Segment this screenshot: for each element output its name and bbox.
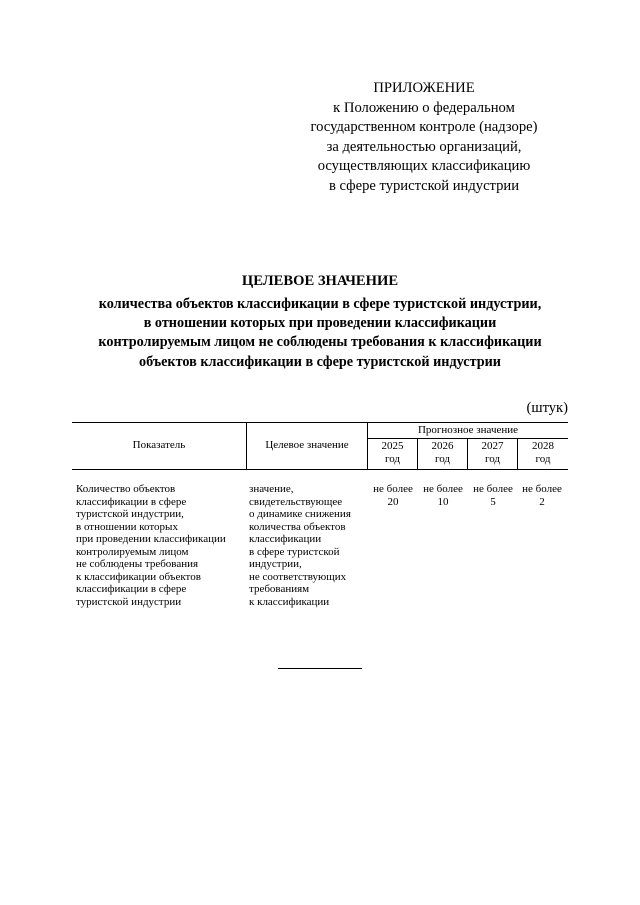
header-year-2025: [368, 440, 417, 465]
indicator-line: Количество объектов: [76, 483, 176, 495]
unit-label: (штук): [526, 400, 568, 416]
indicator-line: к классификации объектов: [76, 570, 201, 583]
heading-subtitle-line: объектов классификации в сфере туристской индустрии: [139, 353, 501, 370]
forecast-value-2025: [368, 483, 418, 508]
header-year-2026: [418, 440, 467, 465]
indicator-line: в отношении которых: [76, 520, 178, 533]
row-target-cell: [249, 483, 351, 608]
target-line: свидетельствующее: [249, 495, 343, 508]
header-year-2027: [468, 440, 517, 465]
target-line: в сфере туристской: [249, 545, 340, 558]
table-header: [72, 422, 568, 470]
closing-separator: [278, 668, 362, 669]
forecast-value-2028: [517, 483, 567, 508]
target-line: классификации: [249, 533, 322, 545]
year-value: 2026: [431, 440, 454, 452]
header-target: Целевое значение: [265, 439, 349, 451]
annex-line: в сфере туристской индустрии: [328, 177, 520, 194]
heading-subtitle: [40, 295, 600, 372]
value-prefix: не более: [373, 483, 413, 495]
indicator-line: контролируемым лицом: [76, 545, 189, 558]
year-value: 2025: [381, 440, 404, 452]
forecast-divider: [367, 438, 568, 439]
heading-subtitle-line: контролируемым лицом не соблюдены требования к классификации: [98, 334, 542, 351]
heading-subtitle-line: количества объектов классификации в сфере туристской индустрии,: [98, 296, 542, 312]
year-label: год: [484, 452, 501, 465]
value-number: 20: [387, 495, 399, 508]
heading-title: ЦЕЛЕВОЕ ЗНАЧЕНИЕ: [241, 273, 399, 289]
year-value: 2027: [481, 440, 504, 452]
target-line: о динамике снижения: [249, 508, 351, 520]
annex-line: к Положению о федеральном: [333, 99, 515, 116]
value-number: 2: [539, 495, 545, 508]
value-prefix: не более: [522, 483, 562, 495]
target-line: требованиям: [249, 583, 310, 595]
target-line: не соответствующих: [249, 570, 347, 583]
target-line: количества объектов: [249, 520, 346, 533]
forecast-value-2026: [418, 483, 468, 508]
year-label: год: [384, 452, 401, 465]
document-heading: [40, 271, 600, 372]
annex-line: осуществляющих классификацию: [317, 158, 531, 175]
value-number: 5: [490, 495, 496, 508]
indicator-line: при проведении классификации: [76, 533, 226, 545]
annex-line: государственном контроле (надзоре): [310, 119, 538, 136]
indicator-line: туристской индустрии,: [76, 508, 184, 520]
target-line: к классификации: [249, 595, 330, 608]
year-value: 2028: [532, 440, 554, 452]
value-prefix: не более: [473, 483, 513, 495]
indicator-line: не соблюдены требования: [76, 558, 199, 570]
header-indicator: Показатель: [132, 439, 186, 451]
year-label: год: [535, 452, 551, 465]
value-number: 10: [437, 495, 449, 508]
annex-title: ПРИЛОЖЕНИЕ: [373, 80, 475, 96]
annex-line: за деятельностью организаций,: [326, 138, 522, 155]
value-prefix: не более: [423, 483, 463, 495]
header-forecast: Прогнозное значение: [417, 424, 519, 436]
target-line: индустрии,: [249, 558, 302, 570]
annex-block: [300, 79, 548, 197]
header-year-2028: [518, 440, 568, 465]
target-line: значение,: [249, 483, 294, 495]
year-label: год: [434, 452, 451, 465]
indicator-line: классификации в сфере: [76, 495, 187, 508]
heading-subtitle-line: в отношении которых при проведении классификации: [143, 315, 497, 332]
indicator-line: классификации в сфере: [76, 583, 187, 595]
forecast-value-2027: [468, 483, 518, 508]
row-indicator-cell: [76, 483, 226, 608]
indicator-line: туристской индустрии: [76, 595, 182, 608]
